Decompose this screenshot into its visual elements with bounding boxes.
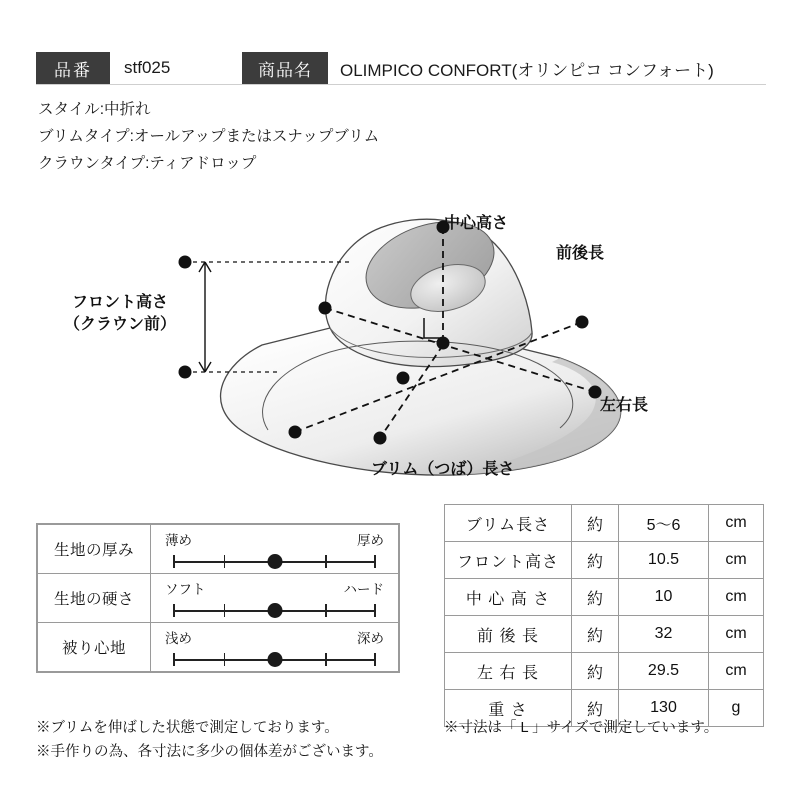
dim-approx-brim-length: 約 bbox=[572, 505, 619, 542]
dim-value-front-back: 32 bbox=[619, 616, 709, 653]
table-row bbox=[445, 542, 764, 579]
meter-name-hardness: 生地の硬さ bbox=[38, 574, 151, 623]
spec-style: スタイル:中折れ bbox=[38, 101, 151, 118]
label-brim-length: ブリム（つば）長さ bbox=[371, 461, 515, 478]
table-row bbox=[445, 579, 764, 616]
meter-left-label-fit: 浅め bbox=[165, 631, 192, 646]
meter-axis-fit bbox=[173, 653, 376, 665]
meter-axis-thickness bbox=[173, 555, 376, 567]
dim-approx-weight: 約 bbox=[572, 690, 619, 727]
dim-unit-front-back: cm bbox=[709, 616, 764, 653]
spec-crown-type: クラウンタイプ:ティアドロップ bbox=[38, 155, 257, 172]
dim-value-weight: 130 bbox=[619, 690, 709, 727]
label-front-height bbox=[64, 292, 176, 336]
label-front-back: 前後長 bbox=[556, 245, 605, 262]
header-divider bbox=[36, 84, 766, 85]
table-row bbox=[38, 623, 399, 672]
dim-unit-left-right: cm bbox=[709, 653, 764, 690]
meter-scale-hardness bbox=[151, 574, 399, 623]
note-handmade-variance: ※手作りの為、各寸法に多少の個体差がございます。 bbox=[36, 744, 383, 760]
dim-name-left-right: 左 右 長 bbox=[445, 653, 572, 690]
dim-unit-brim-length: cm bbox=[709, 505, 764, 542]
dim-value-brim-length: 5〜6 bbox=[619, 505, 709, 542]
dim-name-center-height: 中 心 高 さ bbox=[445, 579, 572, 616]
meter-marker-hardness bbox=[267, 603, 282, 618]
meter-left-label-thickness: 薄め bbox=[165, 533, 192, 548]
meter-name-fit: 被り心地 bbox=[38, 623, 151, 672]
product-name-label: 商品名 bbox=[242, 52, 328, 84]
dim-name-front-back: 前 後 長 bbox=[445, 616, 572, 653]
meter-scale-fit bbox=[151, 623, 399, 672]
meter-name-thickness: 生地の厚み bbox=[38, 525, 151, 574]
table-row bbox=[38, 525, 399, 574]
feel-meters-table bbox=[36, 523, 400, 673]
spec-brim-type: ブリムタイプ:オールアップまたはスナップブリム bbox=[38, 128, 380, 145]
hat-diagram bbox=[0, 140, 800, 490]
meter-right-label-hardness: ハード bbox=[343, 582, 384, 597]
dim-unit-front-height: cm bbox=[709, 542, 764, 579]
meter-left-label-hardness: ソフト bbox=[165, 582, 206, 597]
dim-value-left-right: 29.5 bbox=[619, 653, 709, 690]
table-row bbox=[445, 505, 764, 542]
dim-approx-front-back: 約 bbox=[572, 616, 619, 653]
dim-unit-center-height: cm bbox=[709, 579, 764, 616]
dim-name-weight: 重 さ bbox=[445, 690, 572, 727]
dimensions-table bbox=[444, 504, 764, 727]
dim-name-front-height: フロント高さ bbox=[445, 542, 572, 579]
label-front-height-line1: フロント高さ bbox=[72, 294, 169, 311]
product-name-value: OLIMPICO CONFORT(オリンピコ コンフォート) bbox=[340, 60, 714, 80]
table-row bbox=[445, 653, 764, 690]
meter-marker-thickness bbox=[267, 554, 282, 569]
product-code-value: stf025 bbox=[124, 58, 171, 77]
dim-name-brim-length: ブリム長さ bbox=[445, 505, 572, 542]
label-front-height-line2: （クラウン前） bbox=[64, 316, 177, 333]
product-code-label: 品番 bbox=[36, 52, 110, 84]
label-center-height: 中心高さ bbox=[444, 215, 509, 232]
meter-scale-thickness bbox=[151, 525, 399, 574]
dim-approx-front-height: 約 bbox=[572, 542, 619, 579]
meter-right-label-fit: 深め bbox=[357, 631, 384, 646]
product-header bbox=[36, 52, 766, 84]
meter-right-label-thickness: 厚め bbox=[357, 533, 384, 548]
dim-unit-weight: g bbox=[709, 690, 764, 727]
note-size-measured: ※寸法は「 L 」サイズで測定しています。 bbox=[444, 720, 719, 736]
dim-approx-center-height: 約 bbox=[572, 579, 619, 616]
label-left-right: 左右長 bbox=[600, 397, 649, 414]
table-row bbox=[38, 574, 399, 623]
dim-value-center-height: 10 bbox=[619, 579, 709, 616]
table-row bbox=[445, 616, 764, 653]
meter-axis-hardness bbox=[173, 604, 376, 616]
dim-value-front-height: 10.5 bbox=[619, 542, 709, 579]
dim-approx-left-right: 約 bbox=[572, 653, 619, 690]
meter-marker-fit bbox=[267, 652, 282, 667]
note-brim-stretched: ※ブリムを伸ばした状態で測定しております。 bbox=[36, 720, 339, 736]
notes-left bbox=[36, 716, 383, 764]
